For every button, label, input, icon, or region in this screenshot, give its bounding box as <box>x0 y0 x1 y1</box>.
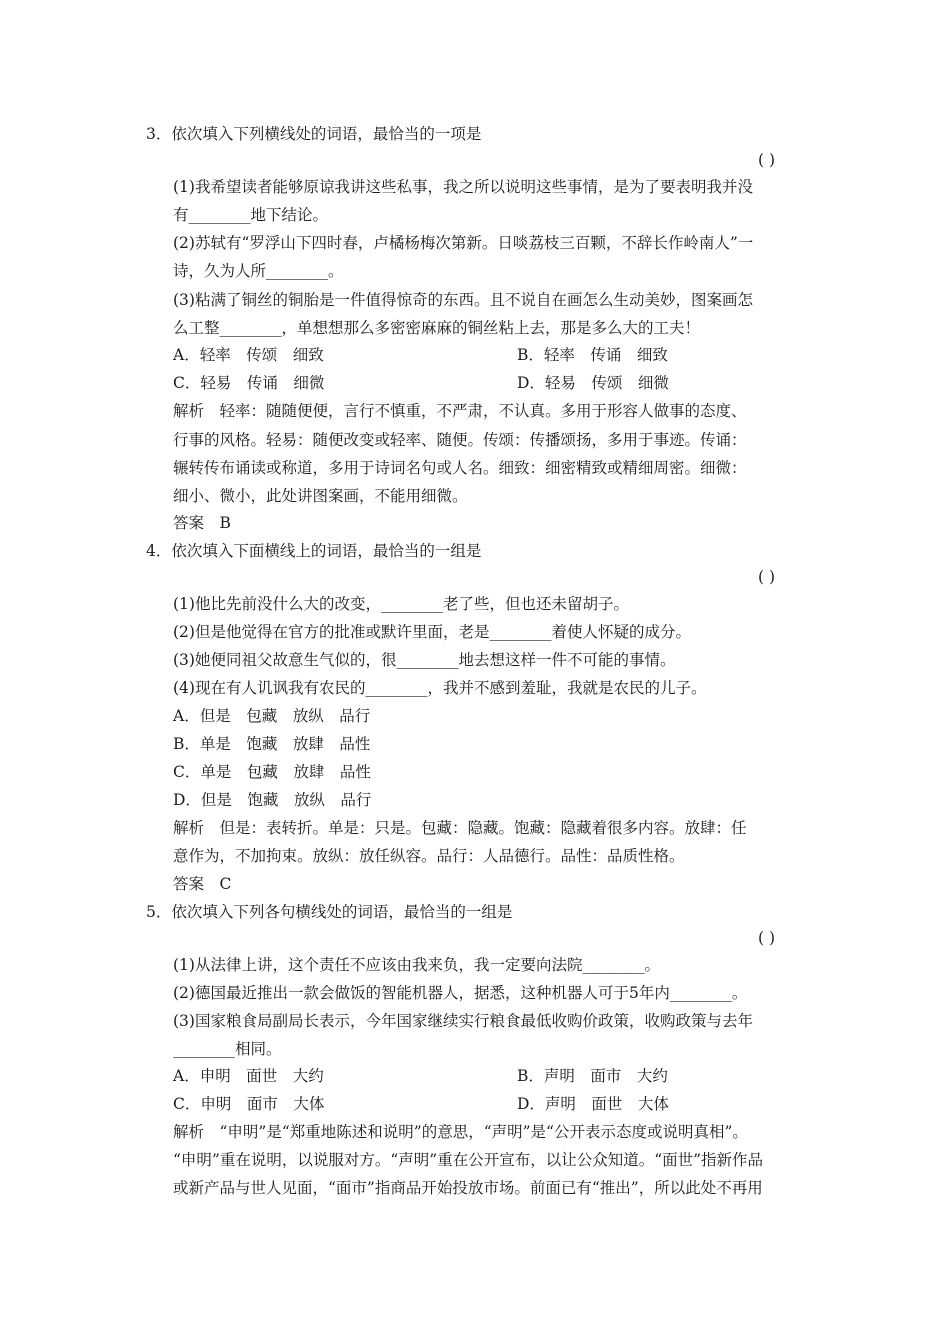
question-3-line: (1)我希望读者能够原谅我讲这些私事，我之所以说明这些事情，是为了要表明我并没 <box>173 178 753 196</box>
question-3-line: (3)粘满了铜丝的铜胎是一件值得惊奇的东西。且不说自在画怎么生动美妙，图案画怎 <box>173 291 753 309</box>
question-5-answer-bracket: ( ) <box>758 929 776 947</box>
question-4-option-b: B．单是 饱藏 放肆 品性 <box>173 735 371 753</box>
question-4-answer: 答案 C <box>173 875 232 893</box>
question-4-line: (4)现在有人讥讽我有农民的________，我并不感到羞耻，我就是农民的儿子。 <box>173 679 707 697</box>
question-5-analysis: 解析 “申明”是“郑重地陈述和说明”的意思，“声明”是“公开表示态度或说明真相”。 <box>173 1123 748 1141</box>
question-4-stem: 4．依次填入下面横线上的词语，最恰当的一组是 <box>146 542 482 560</box>
question-3-analysis: 解析 轻率：随随便便，言行不慎重，不严肃，不认真。多用于形容人做事的态度、 <box>173 402 747 420</box>
question-4-line: (1)他比先前没什么大的改变，________老了些，但也还未留胡子。 <box>173 595 629 613</box>
question-3-analysis: 细小、微小，此处讲图案画，不能用细微。 <box>173 487 468 505</box>
question-4-answer-bracket: ( ) <box>758 568 776 586</box>
question-5-line: ________相同。 <box>173 1040 282 1058</box>
question-3-option-a: A．轻率 传颂 细致 <box>173 346 324 364</box>
question-3-option-c: C．轻易 传诵 细微 <box>173 374 325 392</box>
question-5-option-a: A．申明 面世 大约 <box>173 1067 324 1085</box>
question-4-option-c: C．单是 包藏 放肆 品性 <box>173 763 371 781</box>
question-3-analysis: 辗转传布诵读或称道，多用于诗词名句或人名。细致：细密精致或精细周密。细微： <box>173 459 747 477</box>
question-4-analysis: 解析 但是：表转折。单是：只是。包藏：隐藏。饱藏：隐藏着很多内容。放肆：任 <box>173 819 747 837</box>
question-5-option-c: C．申明 面市 大体 <box>173 1095 325 1113</box>
question-4-option-a: A．但是 包藏 放纵 品行 <box>173 707 371 725</box>
question-5-analysis: 或新产品与世人见面，“面市”指商品开始投放市场。前面已有“推出”，所以此处不再用 <box>173 1179 763 1197</box>
question-3-answer: 答案 B <box>173 514 231 532</box>
question-5-line: (2)德国最近推出一款会做饭的智能机器人，据悉，这种机器人可于5年内________。 <box>173 984 748 1002</box>
question-5-option-d: D．声明 面世 大体 <box>517 1095 669 1113</box>
question-4-analysis: 意作为，不加拘束。放纵：放任纵容。品行：人品德行。品性：品质性格。 <box>173 847 685 865</box>
question-3-line: (2)苏轼有“罗浮山下四时春，卢橘杨梅次第新。日啖荔枝三百颗，不辞长作岭南人”一 <box>173 234 754 252</box>
question-5-stem: 5．依次填入下列各句横线处的词语，最恰当的一组是 <box>146 903 513 921</box>
question-3-option-b: B．轻率 传诵 细致 <box>517 346 668 364</box>
question-3-line: 么工整________，单想想那么多密密麻麻的铜丝粘上去，那是多么大的工夫！ <box>173 319 701 337</box>
question-4-option-d: D．但是 饱藏 放纵 品行 <box>173 791 372 809</box>
question-5-option-b: B．声明 面市 大约 <box>517 1067 668 1085</box>
question-3-line: 有________地下结论。 <box>173 206 329 224</box>
question-3-analysis: 行事的风格。轻易：随便改变或轻率、随便。传颂：传播颂扬，多用于事迹。传诵： <box>173 431 747 449</box>
question-3-stem: 3．依次填入下列横线处的词语，最恰当的一项是 <box>146 125 482 143</box>
question-3-option-d: D．轻易 传颂 细微 <box>517 374 669 392</box>
question-5-line: (3)国家粮食局副局长表示，今年国家继续实行粮食最低收购价政策，收购政策与去年 <box>173 1012 753 1030</box>
question-5-line: (1)从法律上讲，这个责任不应该由我来负，我一定要向法院________。 <box>173 956 660 974</box>
question-3-answer-bracket: ( ) <box>758 151 776 169</box>
question-4-line: (2)但是他觉得在官方的批准或默许里面，老是________着使人怀疑的成分。 <box>173 623 691 641</box>
question-3-line: 诗，久为人所________。 <box>173 262 344 280</box>
question-4-line: (3)她便同祖父故意生气似的，很________地去想这样一件不可能的事情。 <box>173 651 676 669</box>
question-5-analysis: “申明”重在说明，以说服对方。“声明”重在公开宣布，以让公众知道。“面世”指新作品 <box>173 1151 764 1169</box>
